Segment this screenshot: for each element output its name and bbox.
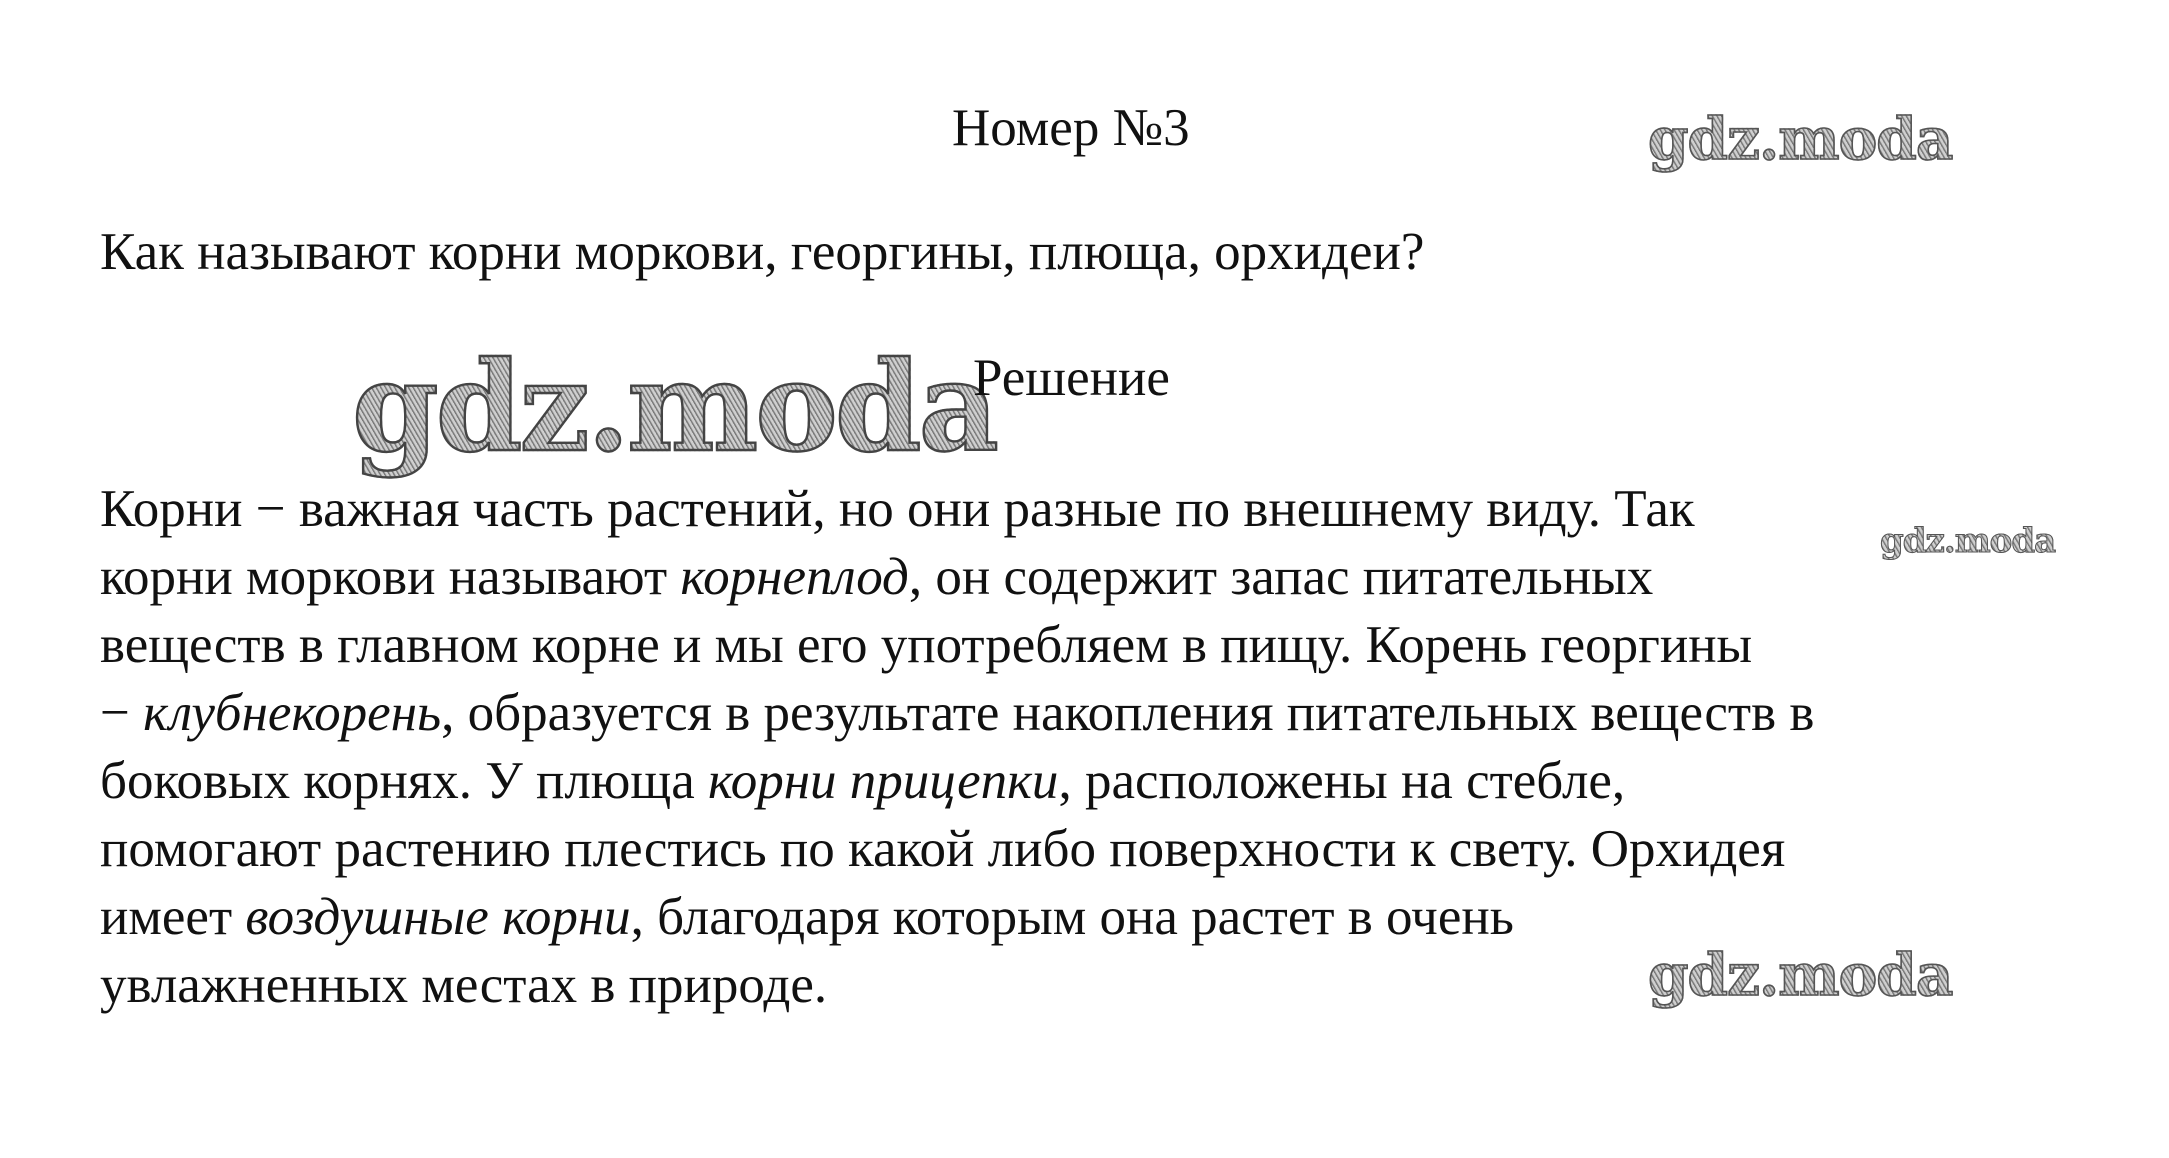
answer-text-segment: − xyxy=(100,684,144,742)
watermark-logo: gdz.moda xyxy=(1880,521,2056,561)
answer-line xyxy=(100,543,2100,611)
term-highlight: воздушные корни xyxy=(245,888,631,946)
answer-text-segment: , образуется в результате накопления питательных веществ в xyxy=(441,684,1815,742)
watermark-logo: gdz.moda xyxy=(352,333,996,483)
answer-text-segment: корни моркови называют xyxy=(100,548,681,606)
answer-text-segment: имеет xyxy=(100,888,246,946)
term-highlight: корни прицепки xyxy=(707,752,1059,810)
page-title: Номер №3 xyxy=(952,99,1190,157)
answer-line: Корни − важная часть растений, но они разные по внешнему виду. Так xyxy=(100,480,1695,538)
answer-line xyxy=(100,679,2100,747)
solution-heading: Решение xyxy=(973,349,1170,407)
watermark-logo: gdz.moda xyxy=(1648,105,1953,173)
watermark-logo: gdz.moda xyxy=(1648,941,1953,1009)
question-text: Как называют корни моркови, георгины, плюща, орхидеи? xyxy=(100,223,1425,281)
answer-text xyxy=(100,475,2100,1019)
answer-text-segment: , он содержит запас питательных xyxy=(908,548,1654,606)
answer-text-segment: , благодаря которым она растет в очень xyxy=(630,888,1514,946)
answer-line: веществ в главном корне и мы его употребляем в пищу. Корень георгины xyxy=(100,616,1753,674)
answer-line: помогают растению плестись по какой либо поверхности к свету. Орхидея xyxy=(100,820,1786,878)
answer-line xyxy=(100,747,2100,815)
answer-text-segment: , расположены на стебле, xyxy=(1058,752,1626,810)
term-highlight: клубнекорень xyxy=(143,684,442,742)
term-highlight: корнеплод xyxy=(680,548,909,606)
answer-text-segment: боковых корнях. У плюща xyxy=(100,752,708,810)
answer-line: увлажненных местах в природе. xyxy=(100,956,828,1014)
